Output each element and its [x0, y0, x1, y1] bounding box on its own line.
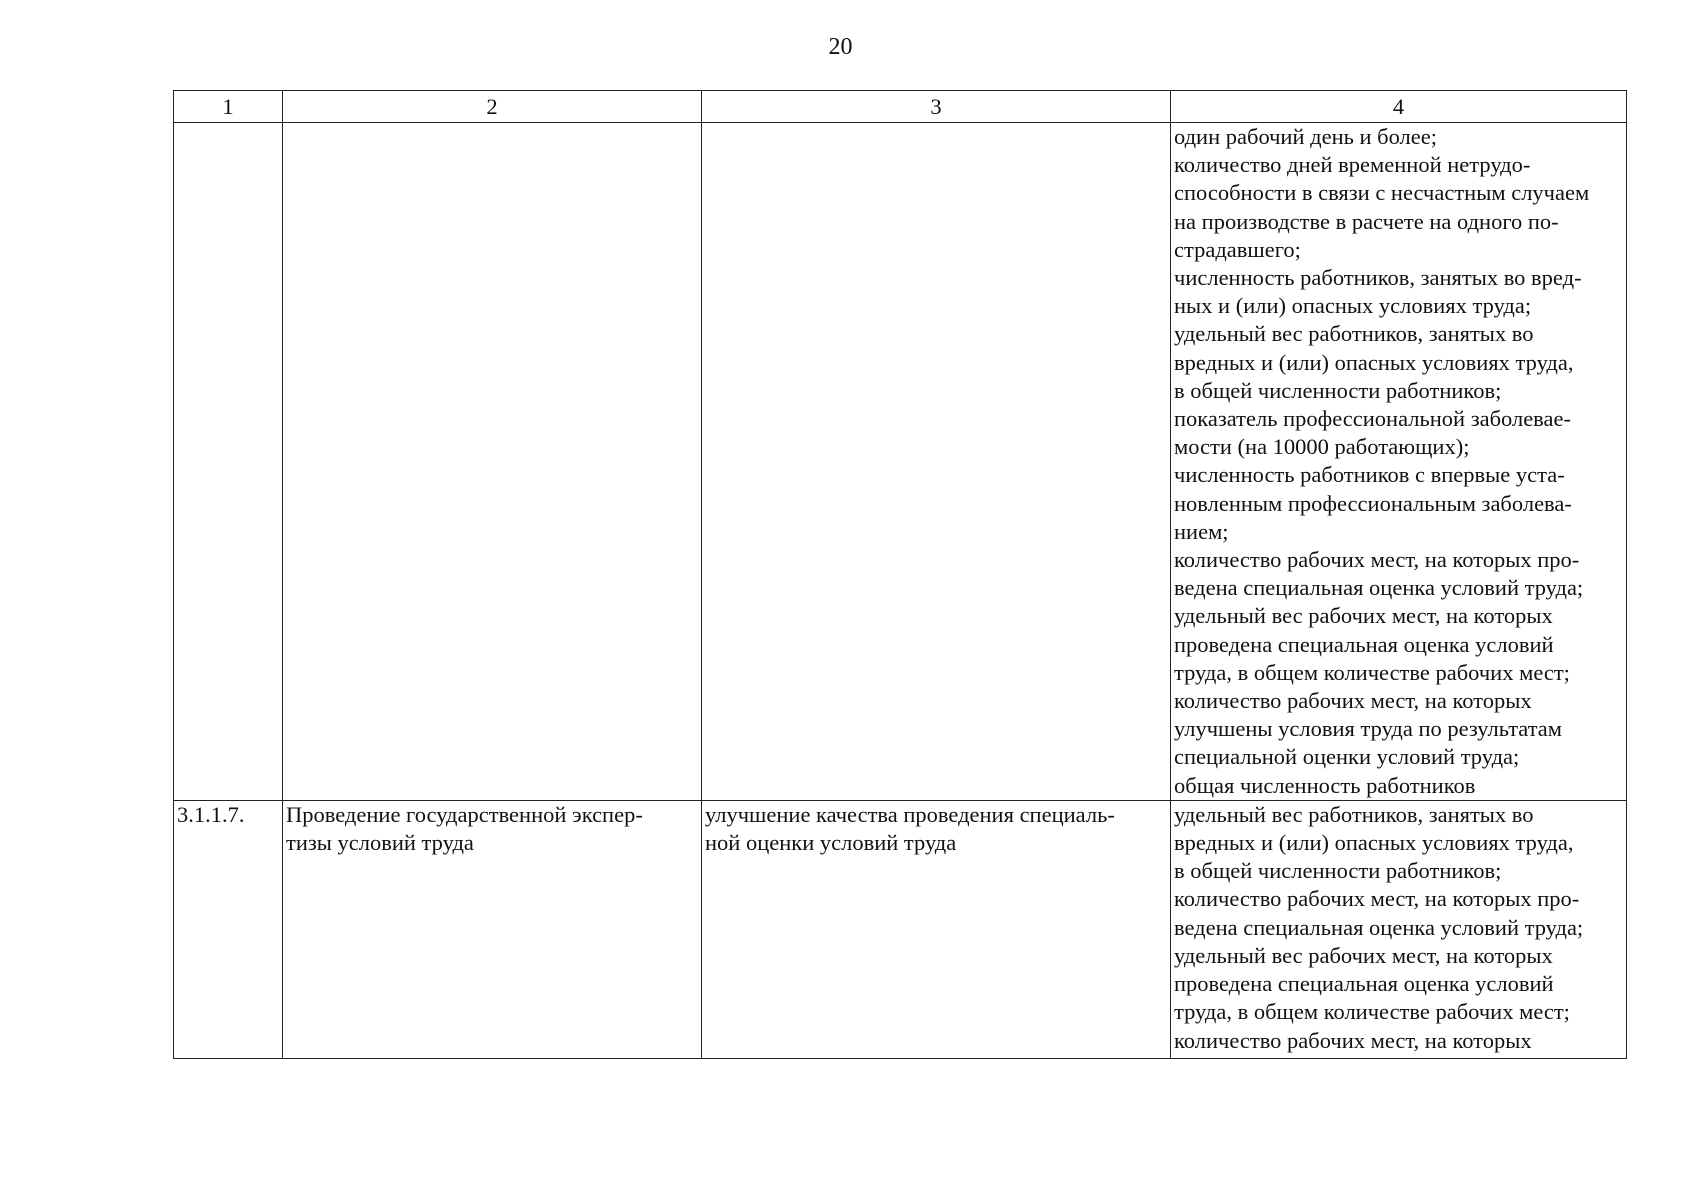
indicator-line: количество дней временной нетрудо-	[1174, 152, 1531, 178]
indicator-line: нием;	[1174, 518, 1229, 544]
indicator-line: количество рабочих мест, на которых	[1174, 688, 1532, 714]
indicator-line: труда, в общем количестве рабочих мест;	[1174, 999, 1570, 1025]
indicator-line: способности в связи с несчастным случаем	[1174, 180, 1590, 206]
row-1-indicators	[1171, 123, 1627, 801]
indicator-line: проведена специальная оценка условий	[1174, 971, 1554, 997]
indicator-line: ных и (или) опасных условиях труда;	[1174, 293, 1532, 319]
header-col-2: 2	[283, 91, 702, 123]
indicator-line: мости (на 10000 работающих);	[1174, 434, 1470, 460]
header-col-4: 4	[1171, 91, 1627, 123]
indicator-line: труда, в общем количестве рабочих мест;	[1174, 659, 1570, 685]
indicator-line: количество рабочих мест, на которых	[1174, 1027, 1532, 1053]
indicator-line: численность работников с впервые уста-	[1174, 462, 1565, 488]
row-2-result	[702, 800, 1171, 1058]
page-number: 20	[828, 34, 853, 60]
row-1-activity	[283, 123, 702, 801]
indicator-line: в общей численности работников;	[1174, 858, 1502, 884]
indicator-line: численность работников, занятых во вред-	[1174, 265, 1582, 291]
row-2-indicators	[1171, 800, 1627, 1058]
indicator-line: страдавшего;	[1174, 236, 1301, 262]
indicator-line: улучшены условия труда по результатам	[1174, 716, 1563, 742]
activity-line: Проведение государственной экспер-	[286, 801, 643, 827]
indicator-line: специальной оценки условий труда;	[1174, 744, 1520, 770]
indicator-line: удельный вес рабочих мест, на которых	[1174, 603, 1553, 629]
indicator-line: на производстве в расчете на одного по-	[1174, 208, 1559, 234]
indicator-line: удельный вес работников, занятых во	[1174, 321, 1534, 347]
indicator-line: удельный вес рабочих мест, на которых	[1174, 942, 1553, 968]
table-body	[174, 123, 1627, 1059]
header-row	[174, 91, 1627, 123]
indicator-line: количество рабочих мест, на которых про-	[1174, 886, 1580, 912]
indicator-line: новленным профессиональным заболева-	[1174, 490, 1572, 516]
result-line: ной оценки условий труда	[705, 830, 957, 856]
row-1-result	[702, 123, 1171, 801]
result-line: улучшение качества проведения специаль-	[705, 801, 1115, 827]
indicator-line: вредных и (или) опасных условиях труда,	[1174, 349, 1574, 375]
indicator-line: ведена специальная оценка условий труда;	[1174, 914, 1584, 940]
indicator-line: один рабочий день и более;	[1174, 124, 1438, 149]
row-1-number	[174, 123, 283, 801]
program-table	[173, 90, 1627, 1059]
row-2-activity	[283, 800, 702, 1058]
header-col-1: 1	[174, 91, 283, 123]
indicator-line: общая численность работников	[1174, 772, 1476, 798]
activity-line: тизы условий труда	[286, 830, 474, 856]
row-2-number: 3.1.1.7.	[174, 800, 283, 1058]
table-row	[174, 800, 1627, 1058]
indicator-line: показатель профессиональной заболевае-	[1174, 406, 1571, 432]
table-row	[174, 123, 1627, 801]
indicator-line: проведена специальная оценка условий	[1174, 631, 1554, 657]
indicator-line: ведена специальная оценка условий труда;	[1174, 575, 1584, 601]
indicator-line: в общей численности работников;	[1174, 377, 1502, 403]
indicator-line: удельный вес работников, занятых во	[1174, 801, 1534, 827]
indicator-line: количество рабочих мест, на которых про-	[1174, 547, 1580, 573]
indicator-line: вредных и (или) опасных условиях труда,	[1174, 830, 1574, 856]
header-col-3: 3	[702, 91, 1171, 123]
table-header	[174, 91, 1627, 123]
